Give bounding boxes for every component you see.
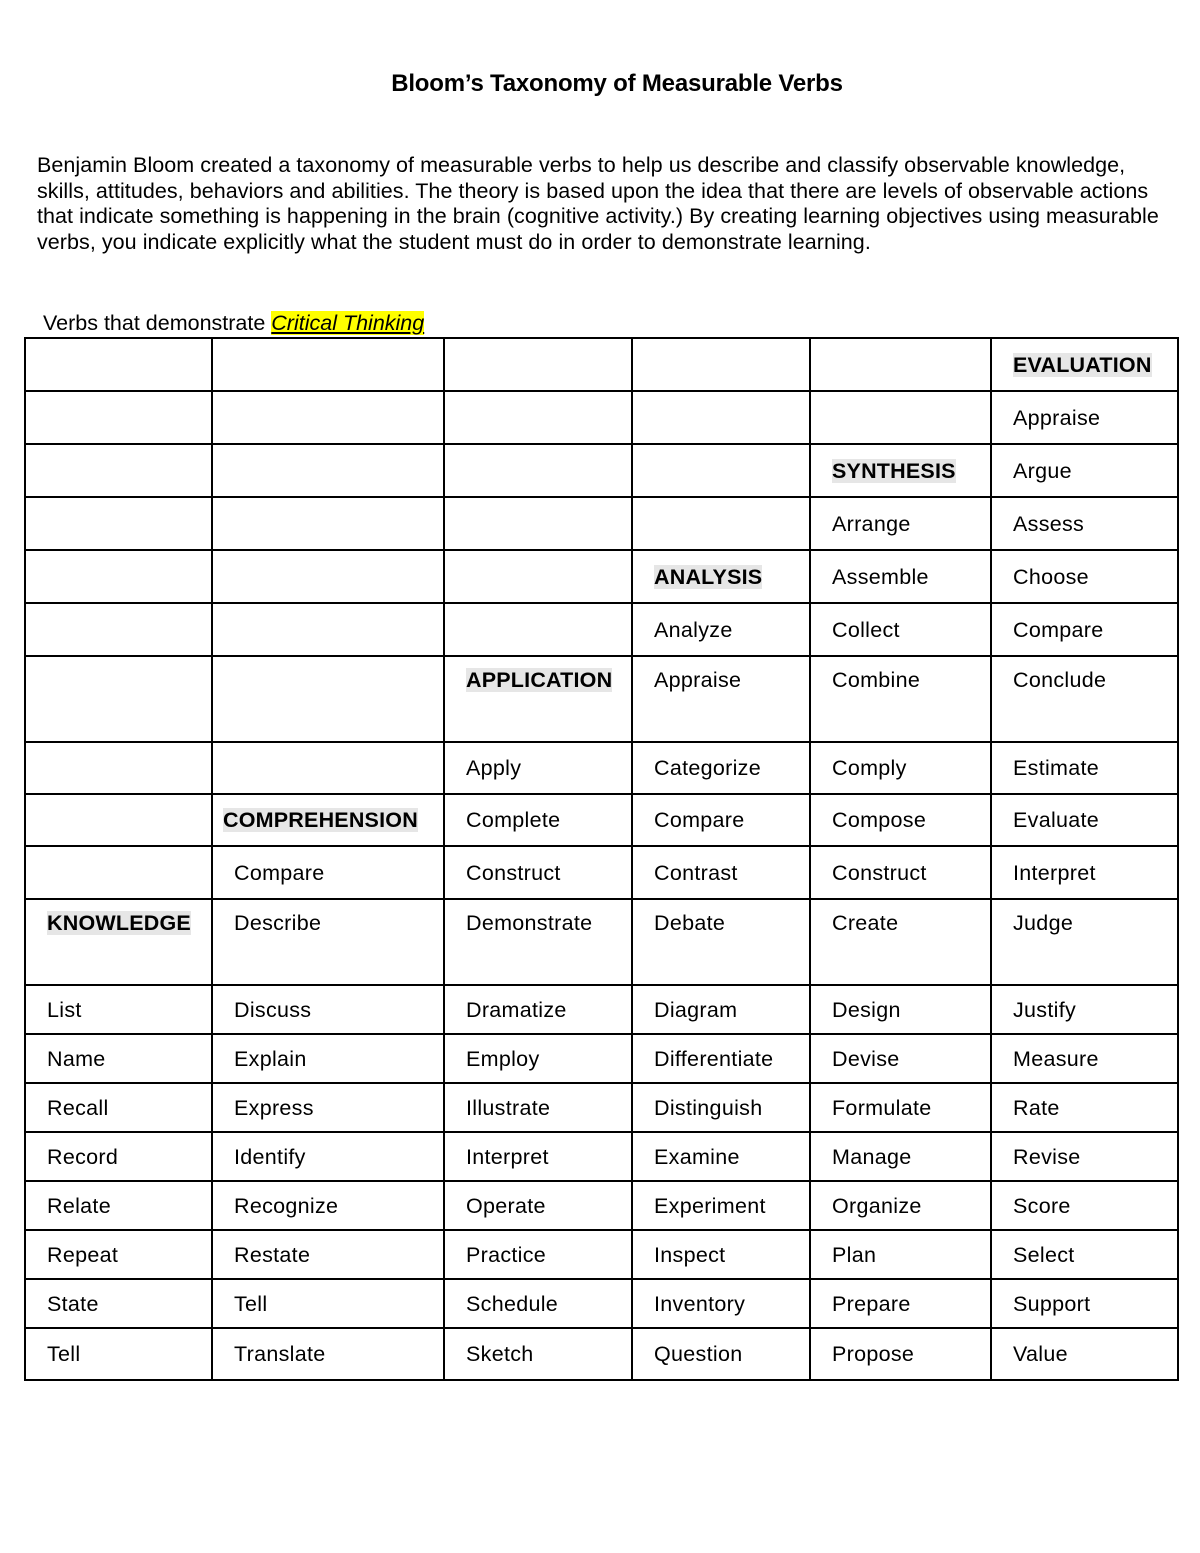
taxonomy-table <box>24 337 1179 1381</box>
verb-cell <box>632 899 810 985</box>
verb-cell <box>444 846 632 899</box>
verb-cell <box>444 1083 632 1132</box>
verb-text: Distinguish <box>654 1095 763 1120</box>
verb-cell <box>444 742 632 794</box>
verb-text: Judge <box>1013 911 1074 935</box>
verb-text: Sketch <box>466 1342 534 1366</box>
verb-text: Examine <box>654 1144 740 1169</box>
verb-cell <box>991 391 1178 444</box>
verb-text: Analyze <box>654 617 733 642</box>
verb-text: Appraise <box>1013 405 1101 430</box>
verb-cell <box>632 846 810 899</box>
verb-text: Differentiate <box>654 1046 774 1071</box>
verb-text: Select <box>1013 1242 1075 1267</box>
verb-cell <box>212 1181 444 1230</box>
verb-cell <box>810 1132 991 1181</box>
verb-cell <box>991 444 1178 497</box>
verb-cell <box>991 846 1178 899</box>
verb-cell <box>632 794 810 846</box>
verb-cell <box>25 985 212 1034</box>
empty-cell <box>444 497 632 550</box>
verb-cell <box>991 742 1178 794</box>
verb-text: Describe <box>234 911 322 935</box>
verb-cell <box>25 1034 212 1083</box>
table-row <box>25 1181 1178 1230</box>
verb-cell <box>25 1083 212 1132</box>
empty-cell <box>212 444 444 497</box>
verb-cell <box>25 1132 212 1181</box>
verb-text: Argue <box>1013 458 1072 483</box>
verb-text: Inspect <box>654 1242 726 1267</box>
verb-cell <box>632 1181 810 1230</box>
verb-cell <box>810 1328 991 1380</box>
verb-text: Plan <box>832 1242 877 1267</box>
verb-text: Debate <box>654 911 726 935</box>
verbs-caption <box>43 310 424 336</box>
verb-cell <box>810 1181 991 1230</box>
verb-cell <box>991 1132 1178 1181</box>
verb-text: Prepare <box>832 1291 911 1316</box>
verb-cell <box>810 550 991 603</box>
table-row <box>25 1279 1178 1328</box>
page-title: Bloom’s Taxonomy of Measurable Verbs <box>391 70 843 97</box>
verb-text: Evaluate <box>1013 808 1100 832</box>
table-row <box>25 1034 1178 1083</box>
verb-cell <box>444 1034 632 1083</box>
verb-text: Design <box>832 997 901 1022</box>
verb-cell <box>444 1230 632 1279</box>
verb-text: Compare <box>234 860 325 885</box>
verb-text: Record <box>47 1144 119 1169</box>
verb-cell <box>212 1132 444 1181</box>
verb-cell <box>991 1328 1178 1380</box>
verb-cell <box>632 603 810 656</box>
verb-text: Interpret <box>466 1144 549 1169</box>
table-row <box>25 794 1178 846</box>
empty-cell <box>444 338 632 391</box>
verb-text: Compose <box>832 808 927 832</box>
verb-cell <box>444 1328 632 1380</box>
verb-text: Explain <box>234 1046 307 1071</box>
verb-cell <box>810 1034 991 1083</box>
table-row <box>25 444 1178 497</box>
verb-text: Tell <box>47 1342 81 1366</box>
level-heading-cell-synthesis <box>810 444 991 497</box>
verb-text: Schedule <box>466 1291 559 1316</box>
verb-cell <box>991 603 1178 656</box>
empty-cell <box>212 550 444 603</box>
verb-cell <box>632 742 810 794</box>
verb-text: Express <box>234 1095 314 1120</box>
verb-text: Dramatize <box>466 997 567 1022</box>
verb-cell <box>991 550 1178 603</box>
level-heading-analysis: ANALYSIS <box>654 564 763 589</box>
verb-cell <box>632 1132 810 1181</box>
verb-cell <box>444 794 632 846</box>
verb-cell <box>212 899 444 985</box>
empty-cell <box>444 444 632 497</box>
verb-text: Restate <box>234 1242 311 1267</box>
empty-cell <box>212 497 444 550</box>
verb-cell <box>991 899 1178 985</box>
intro-paragraph: Benjamin Bloom created a taxonomy of measurable verbs to help us describe and classify observable knowledge, skills, attitudes, behaviors and abilities. The theory is based upon the idea that there are levels of observable actions that indicate something is happening in the brain (cognitive activity.) By creating learning objectives using measurable verbs, you indicate explicitly what the student must do in order to demonstrate learning. <box>37 153 1159 255</box>
verb-cell <box>810 656 991 742</box>
verb-cell <box>810 985 991 1034</box>
empty-cell <box>212 391 444 444</box>
verbs-caption-prefix: Verbs that demonstrate <box>43 311 266 335</box>
verb-text: Compare <box>1013 617 1104 642</box>
table-row <box>25 656 1178 742</box>
verb-cell <box>632 1230 810 1279</box>
empty-cell <box>212 742 444 794</box>
verb-text: Interpret <box>1013 860 1096 885</box>
verb-cell <box>810 846 991 899</box>
verb-cell <box>444 1181 632 1230</box>
empty-cell <box>25 742 212 794</box>
verb-text: Diagram <box>654 997 738 1022</box>
verb-text: Repeat <box>47 1242 119 1267</box>
level-heading-cell-knowledge <box>25 899 212 985</box>
level-heading-cell-comprehension <box>212 794 444 846</box>
verb-cell <box>991 1034 1178 1083</box>
table-row <box>25 742 1178 794</box>
verb-text: Identify <box>234 1144 306 1169</box>
table-row <box>25 1230 1178 1279</box>
verb-text: Support <box>1013 1291 1091 1316</box>
verb-text: Organize <box>832 1193 922 1218</box>
verb-text: Discuss <box>234 997 312 1022</box>
verb-cell <box>810 497 991 550</box>
verb-cell <box>25 1230 212 1279</box>
verb-cell <box>991 985 1178 1034</box>
empty-cell <box>444 391 632 444</box>
empty-cell <box>25 338 212 391</box>
verb-text: Demonstrate <box>466 911 593 935</box>
verb-cell <box>632 1034 810 1083</box>
verb-cell <box>991 497 1178 550</box>
level-heading-evaluation: EVALUATION <box>1013 352 1152 377</box>
verb-cell <box>991 794 1178 846</box>
table-row <box>25 550 1178 603</box>
verb-text: List <box>47 997 82 1022</box>
empty-cell <box>444 550 632 603</box>
verb-text: Propose <box>832 1342 915 1366</box>
verb-text: Measure <box>1013 1046 1099 1071</box>
empty-cell <box>25 391 212 444</box>
verb-text: Inventory <box>654 1291 746 1316</box>
verb-cell <box>810 1230 991 1279</box>
verb-text: Construct <box>832 860 927 885</box>
verb-text: Experiment <box>654 1193 766 1218</box>
level-heading-knowledge: KNOWLEDGE <box>47 911 191 935</box>
verb-cell <box>25 1328 212 1380</box>
table-row <box>25 391 1178 444</box>
level-heading-cell-application <box>444 656 632 742</box>
verb-text: Recognize <box>234 1193 339 1218</box>
verb-text: Practice <box>466 1242 547 1267</box>
verb-text: Devise <box>832 1046 900 1071</box>
table-row <box>25 899 1178 985</box>
verb-text: Question <box>654 1342 743 1366</box>
verb-text: Combine <box>832 668 921 692</box>
verb-cell <box>991 1230 1178 1279</box>
verb-cell <box>25 1279 212 1328</box>
table-row <box>25 1083 1178 1132</box>
verb-cell <box>810 742 991 794</box>
verb-cell <box>212 985 444 1034</box>
verb-text: Assess <box>1013 511 1085 536</box>
verb-text: Name <box>47 1046 106 1071</box>
verb-text: Revise <box>1013 1144 1081 1169</box>
verb-text: Illustrate <box>466 1095 551 1120</box>
verb-text: Score <box>1013 1193 1071 1218</box>
empty-cell <box>632 391 810 444</box>
verb-text: Contrast <box>654 860 738 885</box>
empty-cell <box>25 603 212 656</box>
verb-text: State <box>47 1291 99 1316</box>
verb-text: Arrange <box>832 511 911 536</box>
empty-cell <box>212 603 444 656</box>
verb-text: Relate <box>47 1193 111 1218</box>
verb-cell <box>444 985 632 1034</box>
table-row <box>25 846 1178 899</box>
verb-cell <box>632 985 810 1034</box>
table-row <box>25 985 1178 1034</box>
verb-text: Assemble <box>832 564 929 589</box>
verb-cell <box>444 1279 632 1328</box>
level-heading-cell-analysis <box>632 550 810 603</box>
empty-cell <box>25 497 212 550</box>
empty-cell <box>25 550 212 603</box>
empty-cell <box>212 656 444 742</box>
verb-text: Categorize <box>654 756 761 780</box>
table-row <box>25 1328 1178 1380</box>
verb-text: Manage <box>832 1144 912 1169</box>
verb-text: Translate <box>234 1342 326 1366</box>
verb-text: Collect <box>832 617 900 642</box>
verb-cell <box>810 899 991 985</box>
verb-text: Recall <box>47 1095 109 1120</box>
level-heading-synthesis: SYNTHESIS <box>832 458 956 483</box>
verb-cell <box>991 1083 1178 1132</box>
empty-cell <box>25 444 212 497</box>
level-heading-cell-evaluation <box>991 338 1178 391</box>
empty-cell <box>212 338 444 391</box>
verb-cell <box>212 1230 444 1279</box>
verb-text: Value <box>1013 1342 1068 1366</box>
verb-cell <box>444 899 632 985</box>
verb-text: Formulate <box>832 1095 932 1120</box>
verb-text: Employ <box>466 1046 540 1071</box>
empty-cell <box>632 338 810 391</box>
verb-cell <box>810 603 991 656</box>
verb-cell <box>212 1083 444 1132</box>
table-row <box>25 338 1178 391</box>
verb-text: Complete <box>466 808 561 832</box>
table-row <box>25 497 1178 550</box>
empty-cell <box>25 846 212 899</box>
verb-cell <box>212 1279 444 1328</box>
verb-text: Operate <box>466 1193 546 1218</box>
empty-cell <box>444 603 632 656</box>
verb-text: Apply <box>466 756 522 780</box>
verb-cell <box>632 656 810 742</box>
verb-cell <box>212 1034 444 1083</box>
verb-cell <box>632 1083 810 1132</box>
empty-cell <box>810 338 991 391</box>
empty-cell <box>810 391 991 444</box>
table-row <box>25 1132 1178 1181</box>
verb-text: Compare <box>654 808 745 832</box>
empty-cell <box>632 497 810 550</box>
verb-cell <box>810 1279 991 1328</box>
verb-cell <box>810 1083 991 1132</box>
taxonomy-table-body <box>25 338 1178 1380</box>
verb-text: Justify <box>1013 997 1077 1022</box>
verb-text: Choose <box>1013 564 1089 589</box>
empty-cell <box>25 794 212 846</box>
verb-text: Appraise <box>654 668 742 692</box>
verb-cell <box>632 1279 810 1328</box>
verb-cell <box>991 656 1178 742</box>
verb-cell <box>632 1328 810 1380</box>
verb-text: Tell <box>234 1291 268 1316</box>
empty-cell <box>25 656 212 742</box>
verb-text: Rate <box>1013 1095 1060 1120</box>
verb-cell <box>810 794 991 846</box>
level-heading-application: APPLICATION <box>466 668 613 692</box>
verb-cell <box>25 1181 212 1230</box>
empty-cell <box>632 444 810 497</box>
verb-text: Create <box>832 911 899 935</box>
verb-text: Comply <box>832 756 907 780</box>
verb-cell <box>212 1328 444 1380</box>
verb-cell <box>212 846 444 899</box>
critical-thinking-highlight: Critical Thinking <box>271 311 425 335</box>
verb-cell <box>991 1279 1178 1328</box>
verb-text: Estimate <box>1013 756 1100 780</box>
table-row <box>25 603 1178 656</box>
level-heading-comprehension: COMPREHENSION <box>223 808 418 832</box>
verb-cell <box>444 1132 632 1181</box>
verb-cell <box>991 1181 1178 1230</box>
verb-text: Conclude <box>1013 668 1107 692</box>
verb-text: Construct <box>466 860 561 885</box>
